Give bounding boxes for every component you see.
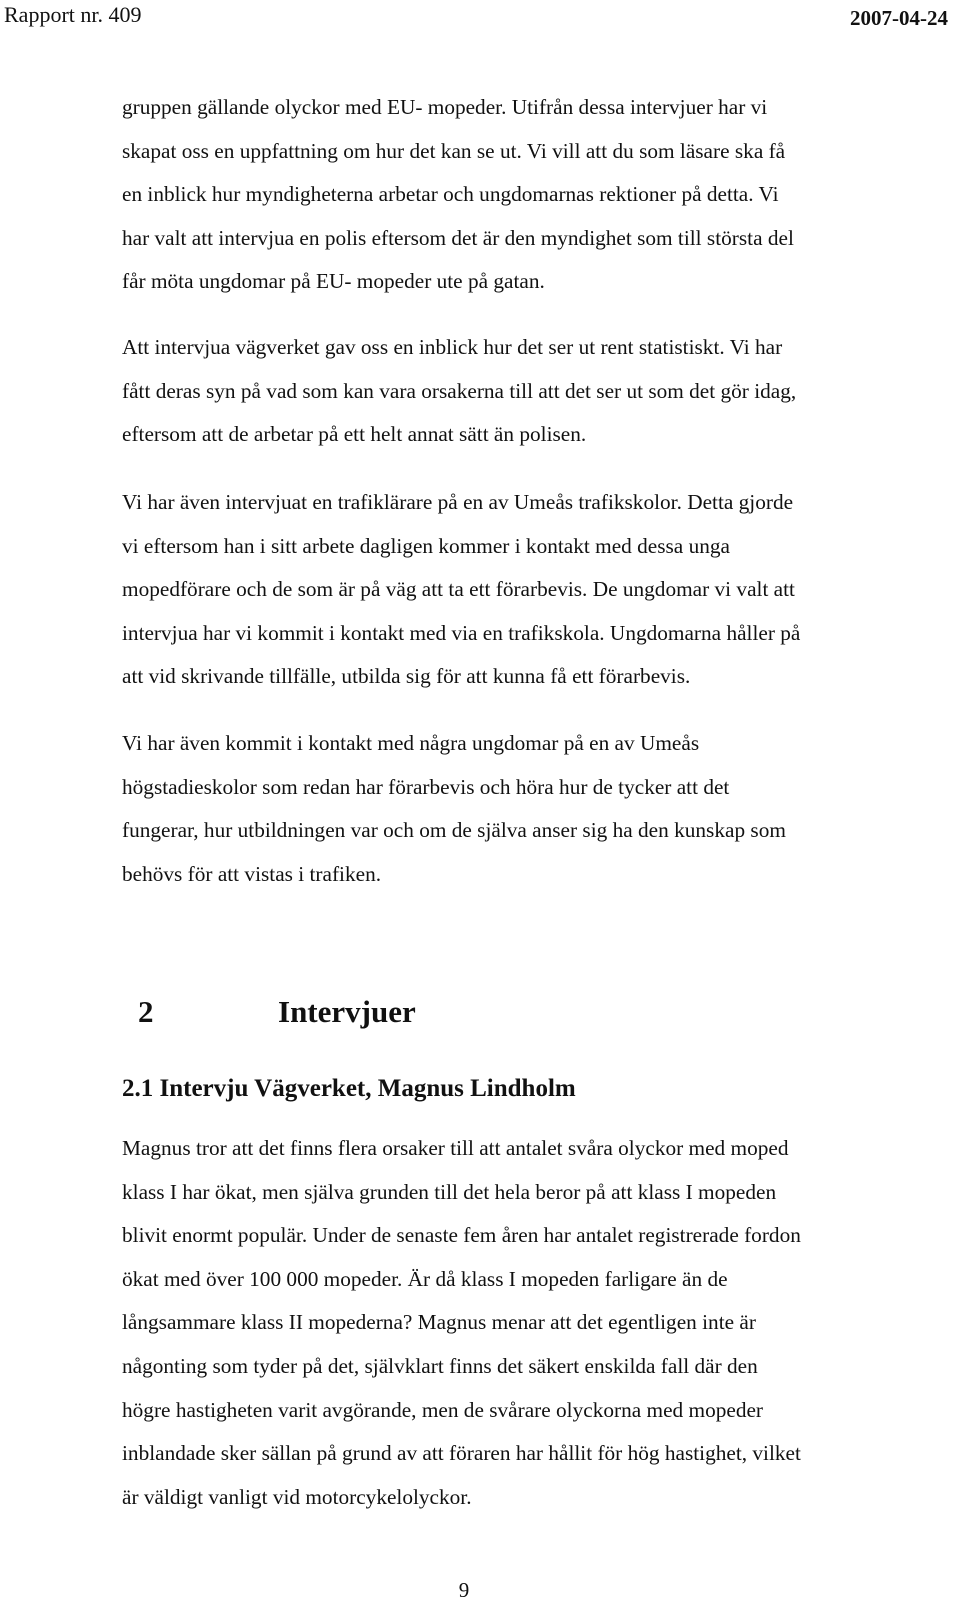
paragraph-trafiklarare: [122, 481, 942, 699]
text-line: Vi har även kommit i kontakt med några ungdomar på en av Umeås: [122, 731, 700, 755]
text-line: skapat oss en uppfattning om hur det kan se ut. Vi vill att du som läsare ska få: [122, 138, 786, 163]
text-line: högstadieskolor som redan har förarbevis och höra hur de tycker att det: [122, 774, 730, 799]
text-line: Att intervjua vägverket gav oss en inblick hur det ser ut rent statistiskt. Vi har: [122, 335, 783, 359]
text-line: att vid skrivande tillfälle, utbilda sig för att kunna få ett förarbevis.: [122, 664, 691, 689]
text-line: eftersom att de arbetar på ett helt annat sätt än polisen.: [122, 422, 587, 447]
subsection-heading: 2.1 Intervju Vägverket, Magnus Lindholm: [122, 1075, 576, 1102]
paragraph-intro: [122, 86, 942, 304]
text-line: klass I har ökat, men själva grunden till det hela beror på att klass I mopeden: [122, 1179, 777, 1204]
report-date: 2007-04-24: [850, 6, 948, 30]
report-number: Rapport nr. 409: [4, 2, 142, 27]
text-line: ökat med över 100 000 mopeder. Är då klass I mopeden farligare än de: [122, 1266, 728, 1291]
text-line: långsammare klass II mopederna? Magnus menar att det egentligen inte är: [122, 1310, 756, 1335]
text-line: har valt att intervjua en polis eftersom det är den myndighet som till största del: [122, 225, 794, 250]
text-line: behövs för att vistas i trafiken.: [122, 861, 382, 886]
page-header: [0, 0, 960, 40]
section-heading: [138, 994, 416, 1030]
paragraph-magnus: [122, 1127, 942, 1519]
text-line: är väldigt vanligt vid motorcykelolyckor.: [122, 1484, 472, 1509]
text-line: gruppen gällande olyckor med EU- mopeder. Utifrån dessa intervjuer har vi: [122, 95, 768, 119]
text-line: en inblick hur myndigheterna arbetar och ungdomarnas rektioner på detta. Vi: [122, 182, 779, 207]
section-title: Intervjuer: [278, 994, 416, 1029]
text-line: högre hastigheten varit avgörande, men de svårare olyckorna med mopeder: [122, 1397, 764, 1422]
text-line: inblandade sker sällan på grund av att föraren har hållit för hög hastighet, vilket: [122, 1441, 801, 1466]
text-line: Magnus tror att det finns flera orsaker till att antalet svåra olyckor med moped: [122, 1136, 789, 1160]
text-line: vi eftersom han i sitt arbete dagligen kommer i kontakt med dessa unga: [122, 533, 730, 558]
text-line: någonting som tyder på det, självklart finns det säkert enskilda fall där den: [122, 1353, 758, 1378]
text-line: fått deras syn på vad som kan vara orsakerna till att det ser ut som det gör idag,: [122, 378, 797, 403]
text-line: fungerar, hur utbildningen var och om de själva anser sig ha den kunskap som: [122, 818, 786, 843]
text-line: mopedförare och de som är på väg att ta ett förarbevis. De ungdomar vi valt att: [122, 577, 795, 602]
section-number: 2: [138, 994, 154, 1029]
page-number: 9: [458, 1578, 470, 1602]
paragraph-vagverket: [122, 326, 942, 457]
text-line: blivit enormt populär. Under de senaste fem åren har antalet registrerade fordon: [122, 1223, 801, 1248]
paragraph-ungdomar: [122, 722, 942, 896]
text-line: får möta ungdomar på EU- mopeder ute på gatan.: [122, 269, 545, 294]
text-line: intervjua har vi kommit i kontakt med via en trafikskola. Ungdomarna håller på: [122, 620, 801, 645]
text-line: Vi har även intervjuat en trafiklärare på en av Umeås trafikskolor. Detta gjorde: [122, 490, 794, 514]
